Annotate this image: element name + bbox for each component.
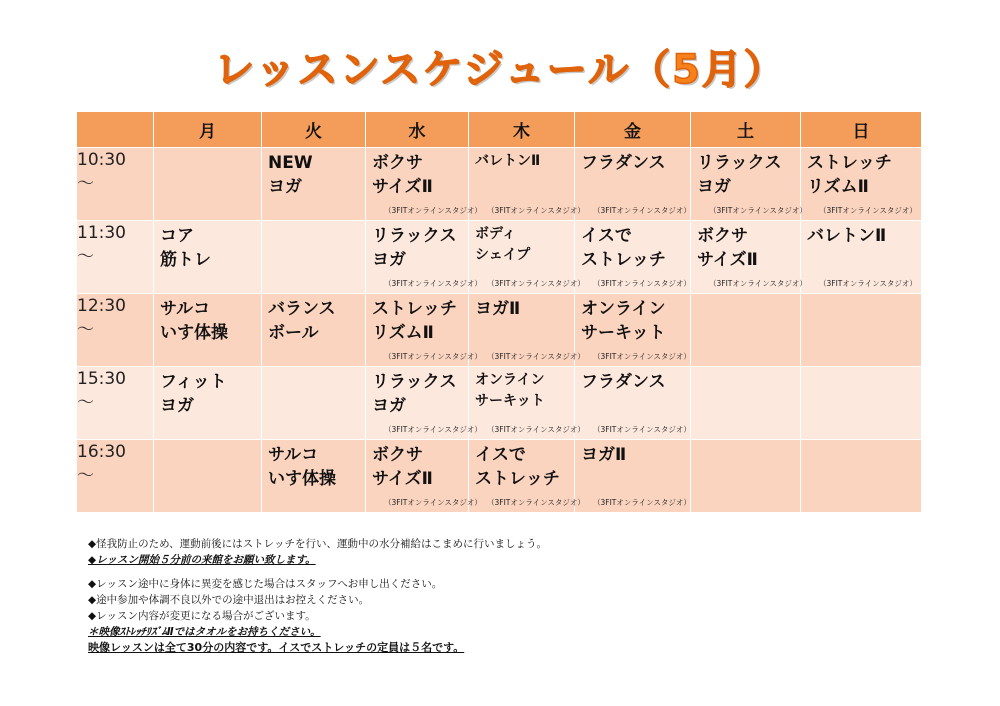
lesson-name: サルコ いす体操: [268, 445, 336, 489]
lesson-name: フラダンス: [581, 372, 666, 392]
lesson-name: ボクサ サイズⅡ: [372, 445, 433, 489]
lesson-name: フィット ヨガ: [160, 372, 227, 416]
schedule-cell: [366, 221, 482, 294]
schedule-cell: [262, 440, 366, 513]
lesson-name: ヨガⅡ: [581, 445, 627, 465]
studio-note: （3FITオンラインスタジオ）: [593, 425, 691, 434]
schedule-cell: [154, 148, 262, 221]
lesson-name: バランス ボール: [268, 299, 336, 343]
time-slot: 16:30 ～: [77, 440, 154, 513]
time-slot: 11:30 ～: [77, 221, 154, 294]
lesson-name: イスで ストレッチ: [581, 226, 666, 270]
time-slot: 10:30 ～: [77, 148, 154, 221]
schedule-cell: [691, 148, 807, 221]
table-row: [77, 294, 922, 367]
schedule-cell: [575, 221, 691, 294]
studio-note: （3FITオンラインスタジオ）: [384, 425, 482, 434]
studio-note: （3FITオンラインスタジオ）: [487, 498, 585, 507]
lesson-name: NEW ヨガ: [268, 153, 313, 197]
lesson-name: ボクサ サイズⅡ: [372, 153, 433, 197]
studio-note: （3FITオンラインスタジオ）: [593, 498, 691, 507]
studio-note: （3FITオンラインスタジオ）: [384, 206, 482, 215]
schedule-cell: [262, 367, 366, 440]
schedule-cell: [262, 221, 366, 294]
studio-note: （3FITオンラインスタジオ）: [709, 206, 807, 215]
studio-note: （3FITオンラインスタジオ）: [487, 425, 585, 434]
schedule-cell: [469, 148, 585, 221]
studio-note: （3FITオンラインスタジオ）: [384, 498, 482, 507]
lesson-name: ボクサ サイズⅡ: [697, 226, 758, 270]
note-line: ◆怪我防止のため、運動前後にはストレッチを行い、運動中の水分補給はこまめに行いましょう。: [88, 538, 548, 550]
table-row: [77, 148, 922, 221]
day-header: 水: [366, 112, 469, 148]
studio-note: （3FITオンラインスタジオ）: [487, 352, 585, 361]
schedule-cell: [691, 367, 801, 440]
schedule-cell: [262, 148, 366, 221]
schedule-table: [76, 111, 922, 513]
schedule-cell: [801, 294, 922, 367]
lesson-name: バレトンⅡ: [807, 226, 887, 246]
schedule-cell: [366, 148, 482, 221]
header-corner: [77, 112, 154, 148]
schedule-cell: [262, 294, 366, 367]
schedule-cell: [366, 294, 482, 367]
schedule-cell: [691, 221, 807, 294]
studio-note: （3FITオンラインスタジオ）: [593, 352, 691, 361]
schedule-cell: [575, 294, 691, 367]
studio-note: （3FITオンラインスタジオ）: [593, 206, 691, 215]
schedule-cell: [154, 221, 262, 294]
schedule-cell: [575, 440, 691, 513]
lesson-name: リラックス ヨガ: [372, 226, 457, 270]
schedule-cell: [691, 440, 801, 513]
note-line: ◆レッスン内容が変更になる場合がございます。: [88, 610, 316, 622]
day-header: 金: [575, 112, 691, 148]
table-row: [77, 221, 922, 294]
note-line: ◆途中参加や体調不良以外での途中退出はお控えください。: [88, 594, 370, 606]
lesson-name: オンライン サーキット: [581, 299, 666, 343]
lesson-name: コア 筋トレ: [160, 226, 211, 270]
lesson-name: オンライン サーキット: [475, 372, 545, 409]
studio-note: （3FITオンラインスタジオ）: [819, 279, 917, 288]
studio-note: （3FITオンラインスタジオ）: [487, 279, 585, 288]
schedule-cell: [154, 294, 262, 367]
studio-note: （3FITオンラインスタジオ）: [819, 206, 917, 215]
schedule-cell: [801, 148, 922, 221]
schedule-cell: [366, 367, 482, 440]
schedule-cell: [801, 221, 922, 294]
lesson-name: ストレッチ リズムⅡ: [807, 153, 892, 197]
note-line: ＊映像ｽﾄﾚｯﾁﾘｽﾞﾑⅡではタオルをお持ちください。: [88, 626, 321, 638]
lesson-name: ボディ シェイプ: [475, 226, 531, 263]
time-slot: 12:30 ～: [77, 294, 154, 367]
schedule-cell: [154, 367, 262, 440]
lesson-name: リラックス ヨガ: [697, 153, 782, 197]
schedule-cell: [469, 294, 585, 367]
schedule-cell: [801, 440, 922, 513]
schedule-cell: [575, 148, 691, 221]
schedule-cell: [575, 367, 691, 440]
time-slot: 15:30 ～: [77, 367, 154, 440]
schedule-cell: [469, 367, 585, 440]
note-line: 映像レッスンは全て30分の内容です。イスでストレッチの定員は５名です。: [88, 641, 465, 654]
day-header: 月: [154, 112, 262, 148]
note-line: ◆レッスン開始５分前の来館をお願い致します。: [88, 554, 316, 566]
lesson-name: ストレッチ リズムⅡ: [372, 299, 457, 343]
schedule-cell: [469, 221, 585, 294]
studio-note: （3FITオンラインスタジオ）: [384, 352, 482, 361]
day-header: 火: [262, 112, 366, 148]
note-line: ◆レッスン途中に身体に異変を感じた場合はスタッフへお申し出ください。: [88, 578, 443, 590]
studio-note: （3FITオンラインスタジオ）: [384, 279, 482, 288]
lesson-name: リラックス ヨガ: [372, 372, 457, 416]
day-header: 土: [691, 112, 801, 148]
notes-section: [88, 536, 547, 656]
studio-note: （3FITオンラインスタジオ）: [709, 279, 807, 288]
studio-note: （3FITオンラインスタジオ）: [487, 206, 585, 215]
lesson-name: バレトンⅡ: [475, 153, 541, 169]
schedule-cell: [469, 440, 585, 513]
lesson-name: サルコ いす体操: [160, 299, 228, 343]
lesson-name: ヨガⅡ: [475, 299, 521, 319]
lesson-name: イスで ストレッチ: [475, 445, 560, 489]
table-row: [77, 367, 922, 440]
schedule-cell: [801, 367, 922, 440]
lesson-name: フラダンス: [581, 153, 666, 173]
studio-note: （3FITオンラインスタジオ）: [593, 279, 691, 288]
day-header: 日: [801, 112, 922, 148]
table-row: [77, 440, 922, 513]
day-header: 木: [469, 112, 575, 148]
header-row: [77, 112, 922, 148]
page-title: レッスンスケジュール（5月）: [214, 47, 786, 93]
schedule-cell: [154, 440, 262, 513]
schedule-cell: [691, 294, 801, 367]
schedule-cell: [366, 440, 482, 513]
